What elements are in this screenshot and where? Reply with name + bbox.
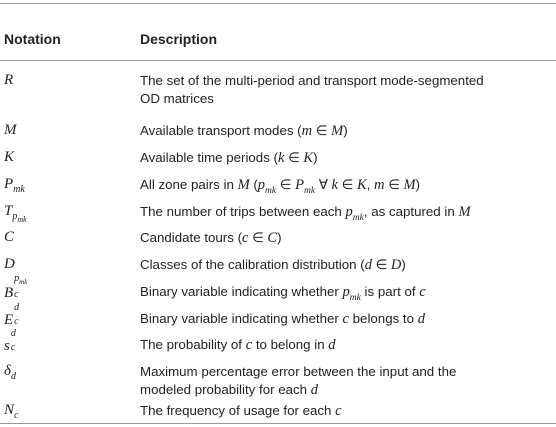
math-base: P bbox=[295, 177, 304, 193]
symbol-subscript: d bbox=[10, 371, 16, 382]
math-var bbox=[295, 177, 316, 196]
symbol-base: δ bbox=[4, 363, 11, 379]
notation-description bbox=[140, 203, 550, 227]
notation-symbol: D bbox=[4, 256, 15, 272]
table-bottom-rule bbox=[0, 423, 556, 424]
notation-symbol bbox=[4, 328, 20, 355]
notation-description bbox=[140, 363, 550, 399]
math-var: d bbox=[364, 257, 372, 273]
description-line: The set of the multi-period and transport mode-segmented bbox=[140, 73, 484, 88]
header-notation: Notation bbox=[4, 31, 61, 47]
symbol-subscript bbox=[12, 211, 26, 222]
math-var: m bbox=[301, 123, 313, 139]
superscript-subscript: mk bbox=[19, 278, 28, 286]
symbol-superscript: d bbox=[10, 328, 16, 339]
math-var: M bbox=[403, 177, 416, 193]
description-text: to belong in bbox=[252, 337, 329, 352]
description-text: Classes of the calibration distribution ( bbox=[140, 257, 365, 272]
notation-symbol bbox=[4, 203, 27, 224]
symbol-scripts bbox=[13, 302, 23, 327]
notation-description bbox=[140, 310, 550, 328]
symbol-scripts bbox=[13, 273, 37, 300]
superscript-base: p bbox=[14, 273, 20, 284]
description-text: ) bbox=[277, 230, 282, 245]
description-text: Available transport modes ( bbox=[140, 123, 302, 138]
notation-symbol: R bbox=[4, 72, 14, 88]
description-text: Binary variable indicating whether bbox=[140, 311, 343, 326]
math-op: ∈ bbox=[384, 177, 404, 192]
description-text: ) bbox=[415, 177, 421, 192]
notation-description bbox=[140, 149, 550, 167]
description-text: The number of trips between each bbox=[140, 204, 346, 219]
math-var: c bbox=[342, 311, 349, 327]
description-text: belongs to bbox=[348, 311, 418, 326]
description-line: Maximum percentage error between the input and the bbox=[140, 364, 457, 379]
math-var bbox=[345, 204, 364, 223]
notation-symbol bbox=[4, 363, 16, 382]
math-var: k bbox=[331, 177, 338, 193]
notation-symbol bbox=[4, 273, 37, 302]
symbol-base: T bbox=[4, 203, 13, 219]
notation-description bbox=[140, 283, 550, 307]
math-var: d bbox=[310, 382, 318, 398]
math-base: p bbox=[342, 284, 350, 300]
math-op: ∈ bbox=[284, 150, 304, 165]
table-header-rule bbox=[0, 60, 556, 61]
description-text: ) bbox=[401, 257, 406, 272]
notation-description bbox=[140, 256, 550, 274]
notation-symbol bbox=[4, 302, 23, 329]
math-base: p bbox=[257, 177, 266, 193]
math-var: c bbox=[335, 403, 342, 419]
symbol-base: P bbox=[4, 176, 14, 192]
description-text: , as captured in bbox=[363, 204, 459, 219]
notation-description bbox=[140, 122, 550, 140]
symbol-subscript: c bbox=[14, 289, 19, 300]
notation-symbol: M bbox=[4, 122, 17, 138]
math-var: C bbox=[267, 230, 278, 246]
symbol-scripts bbox=[10, 328, 20, 353]
math-subscript: mk bbox=[303, 185, 316, 196]
math-subscript: mk bbox=[265, 185, 277, 196]
notation-symbol: K bbox=[4, 149, 15, 165]
symbol-base: s bbox=[4, 338, 10, 354]
description-text: Available time periods ( bbox=[140, 150, 278, 165]
math-var: d bbox=[417, 311, 425, 327]
math-var: K bbox=[303, 150, 314, 166]
symbol-base: E bbox=[4, 312, 14, 328]
notation-description bbox=[140, 72, 550, 108]
math-var: M bbox=[331, 123, 344, 139]
math-var: K bbox=[356, 177, 367, 193]
description-text: The probability of bbox=[140, 337, 246, 352]
symbol-subscript: c bbox=[14, 410, 19, 421]
math-var: D bbox=[390, 257, 402, 273]
symbol-subscript: c bbox=[10, 342, 16, 353]
description-text: Binary variable indicating whether bbox=[140, 284, 343, 299]
math-var: M bbox=[237, 177, 250, 193]
notation-symbol bbox=[4, 176, 25, 195]
notation-symbol: C bbox=[4, 229, 15, 245]
description-text: Candidate tours ( bbox=[140, 230, 242, 245]
notation-description bbox=[140, 176, 550, 200]
math-subscript: mk bbox=[352, 212, 364, 223]
notation-symbol bbox=[4, 402, 18, 421]
description-text: ) bbox=[313, 150, 318, 165]
symbol-base: B bbox=[4, 285, 14, 301]
description-text: is part of bbox=[360, 284, 420, 299]
notation-description bbox=[140, 229, 550, 247]
description-text: ) bbox=[343, 123, 348, 138]
header-description: Description bbox=[140, 31, 218, 47]
math-var: c bbox=[245, 337, 253, 353]
math-var: m bbox=[374, 177, 385, 193]
math-base: p bbox=[345, 204, 353, 220]
math-var: d bbox=[328, 337, 336, 353]
symbol-subscript: c bbox=[14, 316, 19, 327]
symbol-base: N bbox=[4, 402, 15, 418]
description-line bbox=[140, 381, 550, 399]
description-text: The frequency of usage for each bbox=[140, 403, 336, 418]
subscript-subscript: mk bbox=[17, 215, 27, 224]
math-subscript: mk bbox=[349, 292, 361, 303]
math-var: c bbox=[242, 230, 249, 246]
math-op: ∈ bbox=[371, 257, 391, 272]
description-text: All zone pairs in bbox=[140, 177, 238, 192]
description-text: modeled probability for each bbox=[140, 382, 311, 397]
symbol-superscript: d bbox=[14, 302, 20, 313]
notation-description bbox=[140, 336, 550, 354]
description-text: , bbox=[366, 177, 375, 192]
table-top-rule bbox=[0, 3, 556, 4]
description-line: OD matrices bbox=[140, 91, 214, 106]
symbol-superscript bbox=[14, 273, 27, 286]
description-text: ( bbox=[249, 177, 258, 192]
math-var: k bbox=[277, 150, 285, 166]
math-var: c bbox=[419, 284, 426, 300]
symbol-subscript: mk bbox=[13, 184, 25, 195]
math-op: ∈ bbox=[248, 230, 268, 245]
subscript-base: p bbox=[12, 211, 18, 222]
math-op: ∈ bbox=[312, 123, 332, 138]
notation-description bbox=[140, 402, 550, 420]
math-var bbox=[257, 177, 277, 196]
math-var: M bbox=[458, 204, 471, 220]
math-op: ∈ bbox=[276, 177, 296, 192]
math-op: ∈ bbox=[337, 177, 357, 192]
math-var bbox=[342, 284, 361, 303]
math-op: ∀ bbox=[315, 177, 332, 192]
